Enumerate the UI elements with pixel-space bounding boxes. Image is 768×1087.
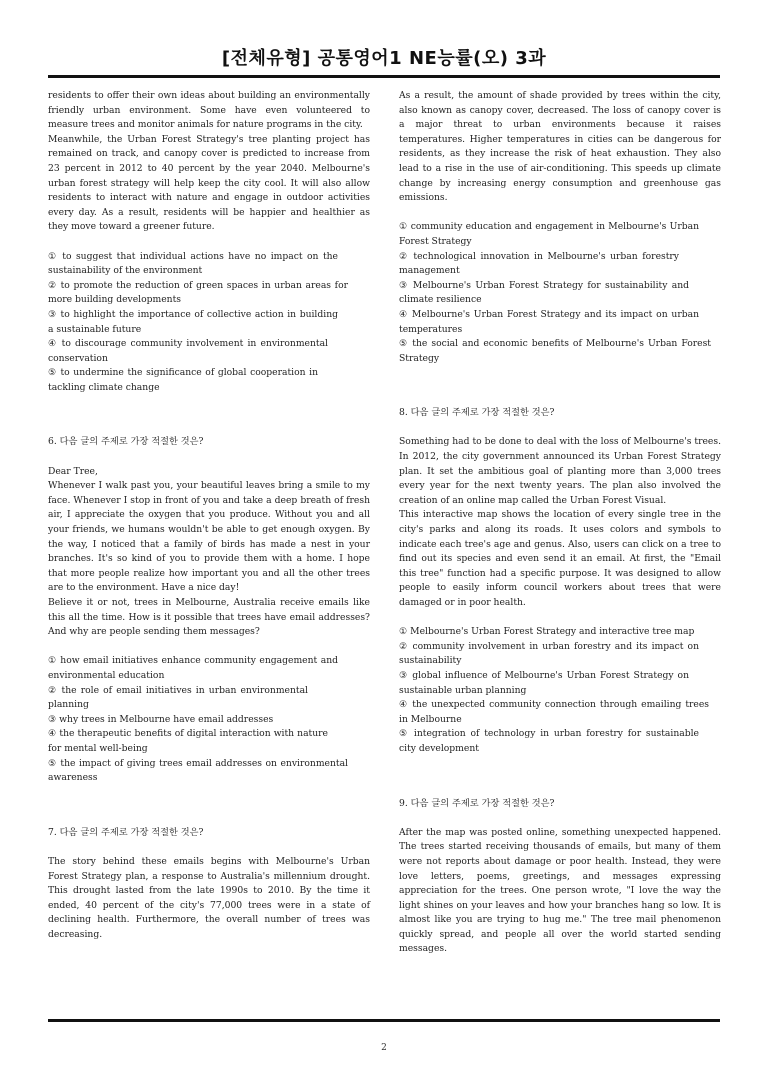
options-list [399, 625, 721, 756]
option-4: ④ the unexpected community connection through emailing trees in Melbourne [399, 699, 709, 725]
option-4: ④ Melbourne's Urban Forest Strategy and its impact on urban temperatures [399, 308, 699, 335]
question-6-title: 6. 다음 글의 주제로 가장 적절한 것은? [48, 436, 204, 448]
question-7-title: 7. 다음 글의 주제로 가장 적절한 것은? [48, 826, 204, 838]
option-5: ⑤ the impact of giving trees email addresses on environmental awareness [48, 757, 348, 784]
options-list [48, 250, 370, 396]
question-9-title: 9. 다음 글의 주제로 가장 적절한 것은? [399, 797, 555, 809]
option-1: ① to suggest that individual actions have no impact on the sustainability of the environment [48, 250, 338, 277]
option-3: ③ to highlight the importance of collective action in building a sustainable future [48, 308, 338, 335]
page-number: 2 [381, 1043, 387, 1053]
passage-paragraph: After the map was posted online, something unexpected happened. The trees started receiving thousands of emails, but many of them were not reports about damage or poor health. Instead, they were love letters, poems, greetings, and messages expressing appreciation for the trees. One person wrote, "I love the way the light shines on your leaves and how your branches hang so low. It is almost like you are trying to hug me." The tree mail phenomenon quickly spread, and people all over the world started sending messages. [399, 826, 721, 955]
passage-paragraph: residents to offer their own ideas about building an environmentally friendly urban environment. Some have even volunteered to measure trees and monitor animals for nature programs in the city. [48, 90, 370, 131]
footer-rule [48, 1019, 720, 1022]
options-list [399, 220, 721, 366]
option-2: ② to promote the reduction of green spaces in urban areas for more building developments [48, 279, 348, 306]
option-2: ② technological innovation in Melbourne's urban forestry management [399, 250, 679, 277]
passage-paragraph: The story behind these emails begins with Melbourne's Urban Forest Strategy plan, a response to Australia's millennium drought. This drought lasted from the late 1990s to 2010. By the time it ended, 40 percent of the city's 77,000 trees were in a state of declining health. Furthermore, the overall number of trees was decreasing. [48, 855, 370, 940]
option-2: ② community involvement in urban forestry and its impact on sustainability [399, 640, 699, 667]
passage-paragraph: Meanwhile, the Urban Forest Strategy's tree planting project has remained on track, and canopy cover is predicted to increase from 23 percent in 2012 to 40 percent by the year 2040. Melbourne's urban forest strategy will help keep the city cool. It will also allow residents to interact with nature and engage in outdoor activities every day. As a result, residents will be happier and healthier as they move toward a greener future. [48, 133, 370, 233]
option-1: ① how email initiatives enhance community engagement and environmental education [48, 655, 338, 681]
option-3: ③ global influence of Melbourne's Urban Forest Strategy on sustainable urban planning [399, 669, 689, 696]
left-column [48, 89, 370, 942]
right-column [399, 89, 721, 957]
header-rule [48, 75, 720, 78]
option-5: ⑤ integration of technology in urban forestry for sustainable city development [399, 728, 699, 754]
option-4: ④ to discourage community involvement in environmental conservation [48, 338, 328, 364]
passage-paragraph: Whenever I walk past you, your beautiful leaves bring a smile to my face. Whenever I stop in front of you and take a deep breath of fresh air, I appreciate the oxygen that you produce. Without you and all your friends, we humans wouldn't be able to get enough oxygen. By the way, I noticed that a family of birds has made a nest in your branches. It's so kind of you to provide them with a home. I hope that more people realize how important you and all the other trees are to the environment. Have a nice day! [48, 480, 370, 594]
option-5: ⑤ the social and economic benefits of Melbourne's Urban Forest Strategy [399, 338, 711, 364]
option-5: ⑤ to undermine the significance of global cooperation in tackling climate change [48, 367, 318, 393]
option-2: ② the role of email initiatives in urban environmental planning [48, 684, 308, 711]
passage-paragraph: Believe it or not, trees in Melbourne, Australia receive emails like this all the time. How is it possible that trees have email addresses? And why are people sending them messages? [48, 597, 370, 638]
option-1: ① community education and engagement in Melbourne's Urban Forest Strategy [399, 221, 699, 247]
option-3: ③ why trees in Melbourne have email addresses [48, 713, 274, 725]
option-4: ④ the therapeutic benefits of digital interaction with nature for mental well-being [48, 728, 328, 754]
passage-paragraph: Something had to be done to deal with the loss of Melbourne's trees. In 2012, the city government announced its Urban Forest Strategy plan. It set the ambitious goal of planting more than 3,000 trees every year for the next twenty years. The plan also involved the creation of an online map called the Urban Forest Visual. [399, 436, 721, 506]
passage-paragraph: This interactive map shows the location of every single tree in the city's parks and along its roads. It uses colors and symbols to indicate each tree's age and genus. Also, users can click on a tree to find out its species and even send it an email. At first, the "Email this tree" function had a specific purpose. It was designed to allow people to easily inform council workers about trees that were damaged or in poor health. [399, 509, 721, 608]
passage-paragraph: As a result, the amount of shade provided by trees within the city, also known as canopy cover, decreased. The loss of canopy cover is a major threat to urban environments because it raises temperatures. Higher temperatures in cities can be dangerous for residents, as they increase the risk of heat exhaustion. They also lead to a rise in the use of air-conditioning. This speeds up climate change by increasing energy consumption and greenhouse gas emissions. [399, 90, 721, 204]
option-1: ① Melbourne's Urban Forest Strategy and interactive tree map [399, 626, 695, 638]
passage-paragraph: Dear Tree, [48, 465, 98, 477]
option-3: ③ Melbourne's Urban Forest Strategy for sustainability and climate resilience [399, 279, 689, 306]
page-title: [전체유형] 공통영어1 NE능률(오) 3과 [221, 48, 547, 69]
question-8-title: 8. 다음 글의 주제로 가장 적절한 것은? [399, 407, 555, 419]
options-list [48, 654, 370, 785]
